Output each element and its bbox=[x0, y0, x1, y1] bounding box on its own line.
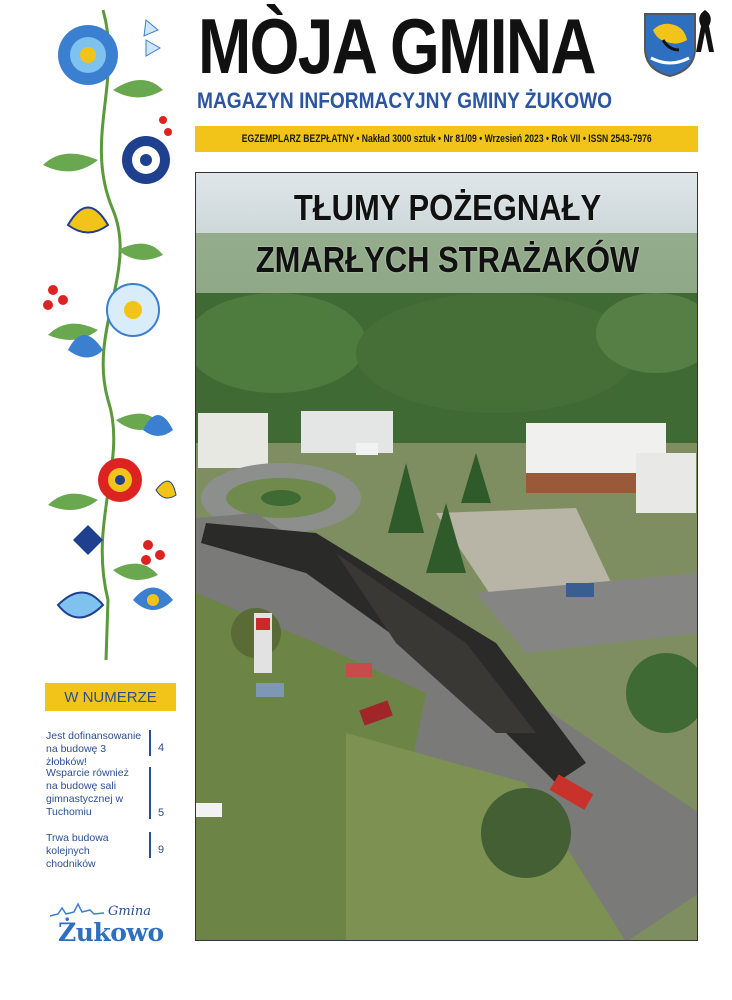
coat-of-arms-icon bbox=[641, 10, 699, 78]
in-this-issue-header: W NUMERZE bbox=[45, 683, 176, 711]
toc-divider bbox=[149, 832, 151, 858]
toc-item-page: 5 bbox=[158, 807, 165, 819]
magazine-subtitle: MAGAZYN INFORMACYJNY GMINY ŻUKOWO bbox=[197, 88, 613, 113]
cover-photo bbox=[195, 172, 698, 941]
toc-item[interactable] bbox=[46, 730, 176, 768]
toc-divider bbox=[149, 767, 151, 819]
magazine-title: MÒJA GMINA bbox=[198, 2, 595, 90]
logo-zukowo-text: Żukowo bbox=[58, 918, 164, 947]
issue-info-text: EGZEMPLARZ BEZPŁATNY • Nakład 3000 sztuk • Nr 81/09 • Wrzesień 2023 • Rok VII • ISSN 2543-7976 bbox=[241, 133, 652, 145]
toc-item-page: 9 bbox=[158, 844, 165, 856]
toc-item-page: 4 bbox=[158, 742, 165, 754]
logo-gmina-text: Gmina bbox=[108, 904, 151, 919]
toc-item-title: Jest dofinansowanie na budowę 3 żłobków! bbox=[46, 730, 142, 768]
toc-divider bbox=[149, 730, 151, 756]
issue-info-band bbox=[195, 126, 698, 152]
cover-headline-line-1: TŁUMY POŻEGNAŁY bbox=[293, 187, 602, 228]
aerial-photo-illustration bbox=[196, 173, 698, 941]
mourning-ribbon-icon bbox=[694, 8, 716, 54]
cover-headline-line-2: ZMARŁYCH STRAŻAKÓW bbox=[255, 239, 640, 280]
toc-item[interactable] bbox=[46, 767, 176, 823]
toc-item-title: Trwa budowa kolejnych chodników bbox=[46, 832, 109, 870]
folk-ornament-decoration bbox=[28, 0, 178, 670]
toc-item[interactable] bbox=[46, 832, 176, 870]
toc-item-title: Wsparcie również na budowę sali gimnastycznej w Tuchomiu bbox=[46, 767, 129, 818]
